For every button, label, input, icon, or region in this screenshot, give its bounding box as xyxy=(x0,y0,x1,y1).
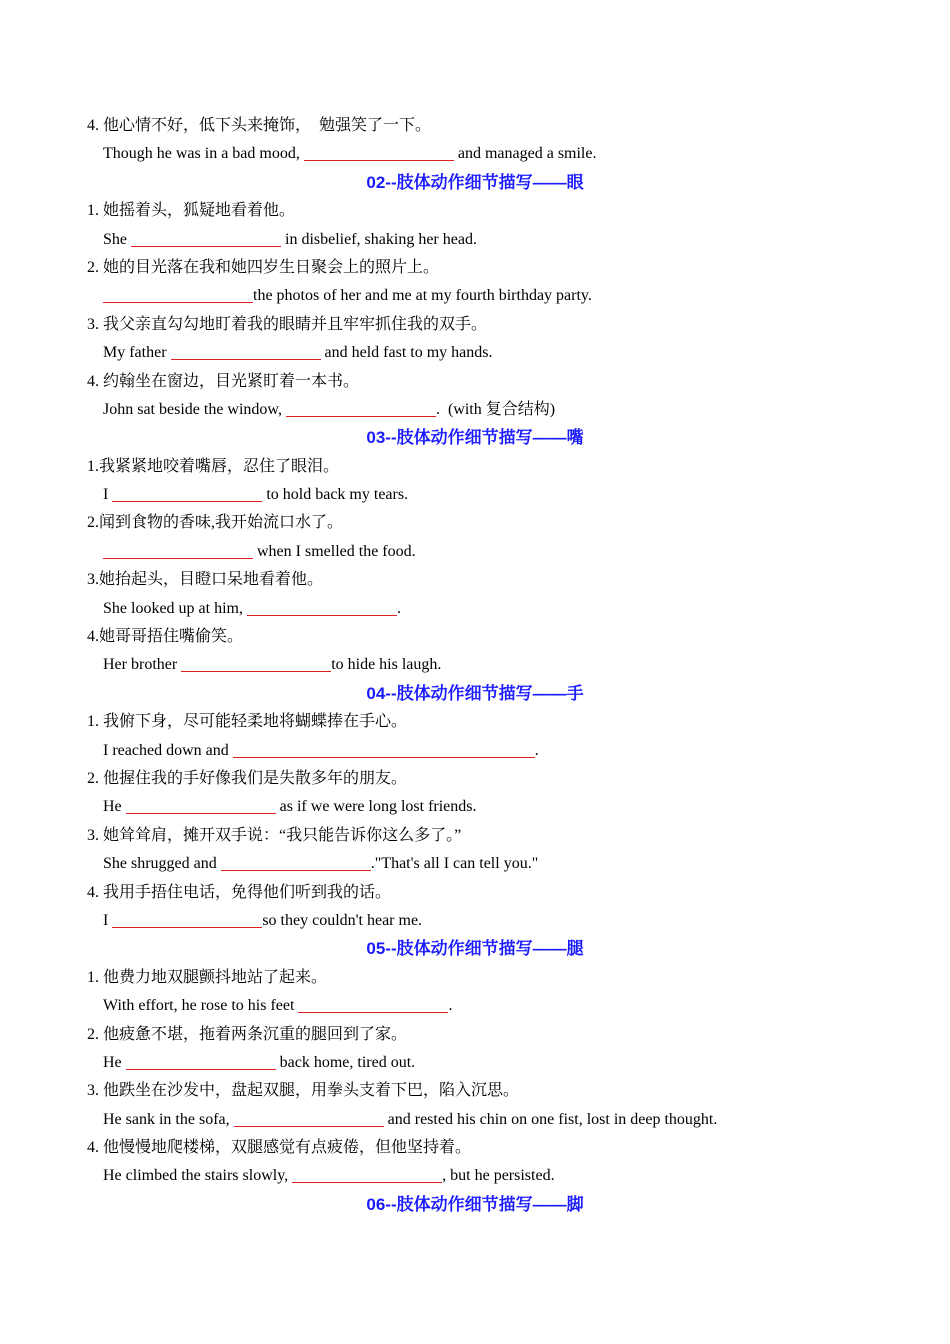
section-heading: 03--肢体动作细节描写——嘴 xyxy=(366,428,584,448)
sentence-before-blank: My father xyxy=(103,344,171,362)
question-prompt: 2. 他握住我的手好像我们是失散多年的朋友。 xyxy=(87,769,408,787)
sentence-after-blank: to hide his laugh. xyxy=(331,656,442,674)
question-prompt: 3.她抬起头，目瞪口呆地看着他。 xyxy=(87,571,324,589)
worksheet-page xyxy=(0,112,950,1219)
question-prompt: 4. 我用手捂住电话，免得他们听到我的话。 xyxy=(87,883,392,901)
answer-sentence xyxy=(0,140,950,168)
answer-sentence xyxy=(0,481,950,509)
answer-sentence xyxy=(0,226,950,254)
question-prompt: 3. 他跌坐在沙发中，盘起双腿，用拳头支着下巴，陷入沉思。 xyxy=(87,1082,520,1100)
answer-sentence xyxy=(0,992,950,1020)
sentence-before-blank: He sank in the sofa, xyxy=(103,1110,234,1128)
question-prompt: 3. 她耸耸肩，摊开双手说：“我只能告诉你这么多了。” xyxy=(87,826,462,844)
question-prompt: 4. 他慢慢地爬楼梯，双腿感觉有点疲倦，但他坚持着。 xyxy=(87,1139,472,1157)
sentence-after-blank: . xyxy=(534,741,539,759)
answer-sentence xyxy=(0,1049,950,1077)
sentence-before-blank: He xyxy=(103,798,126,816)
sentence-before-blank: John sat beside the window, xyxy=(103,400,286,418)
question-prompt: 3. 我父亲直勾勾地盯着我的眼睛并且牢牢抓住我的双手。 xyxy=(87,315,488,333)
question-prompt: 1. 他费力地双腿颤抖地站了起来。 xyxy=(87,968,328,986)
answer-blank[interactable] xyxy=(103,542,253,559)
answer-blank[interactable] xyxy=(126,797,276,814)
answer-sentence xyxy=(0,850,950,878)
sentence-after-blank: and rested his chin on one fist, lost in deep thought. xyxy=(383,1110,718,1128)
answer-blank[interactable] xyxy=(304,144,454,161)
sentence-after-blank: back home, tired out. xyxy=(275,1053,416,1071)
question-prompt: 1.我紧紧地咬着嘴唇，忍住了眼泪。 xyxy=(87,457,340,475)
section-heading: 04--肢体动作细节描写——手 xyxy=(366,683,584,703)
answer-sentence xyxy=(0,793,950,821)
sentence-before-blank: With effort, he rose to his feet xyxy=(103,997,299,1015)
answer-sentence xyxy=(0,396,950,424)
answer-sentence xyxy=(0,1162,950,1190)
section-heading: 02--肢体动作细节描写——眼 xyxy=(366,172,584,192)
sentence-before-blank: Her brother xyxy=(103,656,182,674)
answer-blank[interactable] xyxy=(221,854,371,871)
question-prompt: 2. 他疲惫不堪，拖着两条沉重的腿回到了家。 xyxy=(87,1025,408,1043)
answer-blank[interactable] xyxy=(112,485,262,502)
answer-sentence xyxy=(0,737,950,765)
answer-blank[interactable] xyxy=(112,911,262,928)
answer-blank[interactable] xyxy=(181,655,331,672)
question-prompt: 1. 我俯下身，尽可能轻柔地将蝴蝶捧在手心。 xyxy=(87,713,408,731)
question-prompt: 2. 她的目光落在我和她四岁生日聚会上的照片上。 xyxy=(87,258,440,276)
sentence-after-blank: as if we were long lost friends. xyxy=(275,798,477,816)
question-prompt: 2.闻到食物的香味,我开始流口水了。 xyxy=(87,514,344,532)
answer-blank[interactable] xyxy=(247,599,397,616)
answer-sentence xyxy=(0,538,950,566)
answer-sentence xyxy=(0,595,950,623)
answer-sentence xyxy=(0,282,950,310)
section-heading: 06--肢体动作细节描写——脚 xyxy=(366,1194,584,1214)
answer-blank[interactable] xyxy=(286,400,436,417)
question-prompt: 4. 他心情不好，低下头来掩饰， 勉强笑了一下。 xyxy=(87,117,432,134)
answer-blank[interactable] xyxy=(233,741,535,758)
sentence-before-blank: He xyxy=(103,1053,126,1071)
answer-blank[interactable] xyxy=(103,286,253,303)
sentence-before-blank: He climbed the stairs slowly, xyxy=(103,1167,293,1185)
sentence-before-blank: Though he was in a bad mood, xyxy=(103,145,304,163)
sentence-before-blank: I reached down and xyxy=(103,741,233,759)
answer-blank[interactable] xyxy=(292,1166,442,1183)
sentence-before-blank: I xyxy=(103,911,113,929)
answer-sentence xyxy=(0,1106,950,1134)
answer-sentence xyxy=(0,651,950,679)
question-prompt: 4. 约翰坐在窗边，目光紧盯着一本书。 xyxy=(87,372,360,390)
answer-sentence xyxy=(0,907,950,935)
sentence-after-blank: and managed a smile. xyxy=(453,145,597,163)
question-prompt: 4.她哥哥捂住嘴偷笑。 xyxy=(87,628,244,646)
answer-blank[interactable] xyxy=(298,996,448,1013)
sentence-after-blank: , but he persisted. xyxy=(442,1167,555,1185)
sentence-after-blank: when I smelled the food. xyxy=(253,542,416,560)
answer-blank[interactable] xyxy=(126,1053,276,1070)
answer-sentence xyxy=(0,339,950,367)
sentence-after-blank: to hold back my tears. xyxy=(262,486,409,504)
sentence-before-blank: She looked up at him, xyxy=(103,599,247,617)
sentence-after-blank: so they couldn't hear me. xyxy=(262,911,423,929)
sentence-after-blank: the photos of her and me at my fourth birthday party. xyxy=(253,287,592,305)
sentence-before-blank: She shrugged and xyxy=(103,855,221,873)
sentence-after-blank: . xyxy=(396,599,401,617)
section-heading: 05--肢体动作细节描写——腿 xyxy=(366,939,584,959)
sentence-before-blank: I xyxy=(103,486,113,504)
sentence-after-blank: in disbelief, shaking her head. xyxy=(281,230,477,248)
sentence-after-blank: . (with 复合结构) xyxy=(435,400,556,418)
answer-blank[interactable] xyxy=(171,343,321,360)
answer-blank[interactable] xyxy=(234,1110,384,1127)
sentence-after-blank: and held fast to my hands. xyxy=(320,344,493,362)
sentence-after-blank: ."That's all I can tell you." xyxy=(370,855,539,873)
question-prompt: 1. 她摇着头，狐疑地看着他。 xyxy=(87,202,296,220)
sentence-after-blank: . xyxy=(448,997,453,1015)
sentence-before-blank: She xyxy=(103,230,131,248)
answer-blank[interactable] xyxy=(131,230,281,247)
